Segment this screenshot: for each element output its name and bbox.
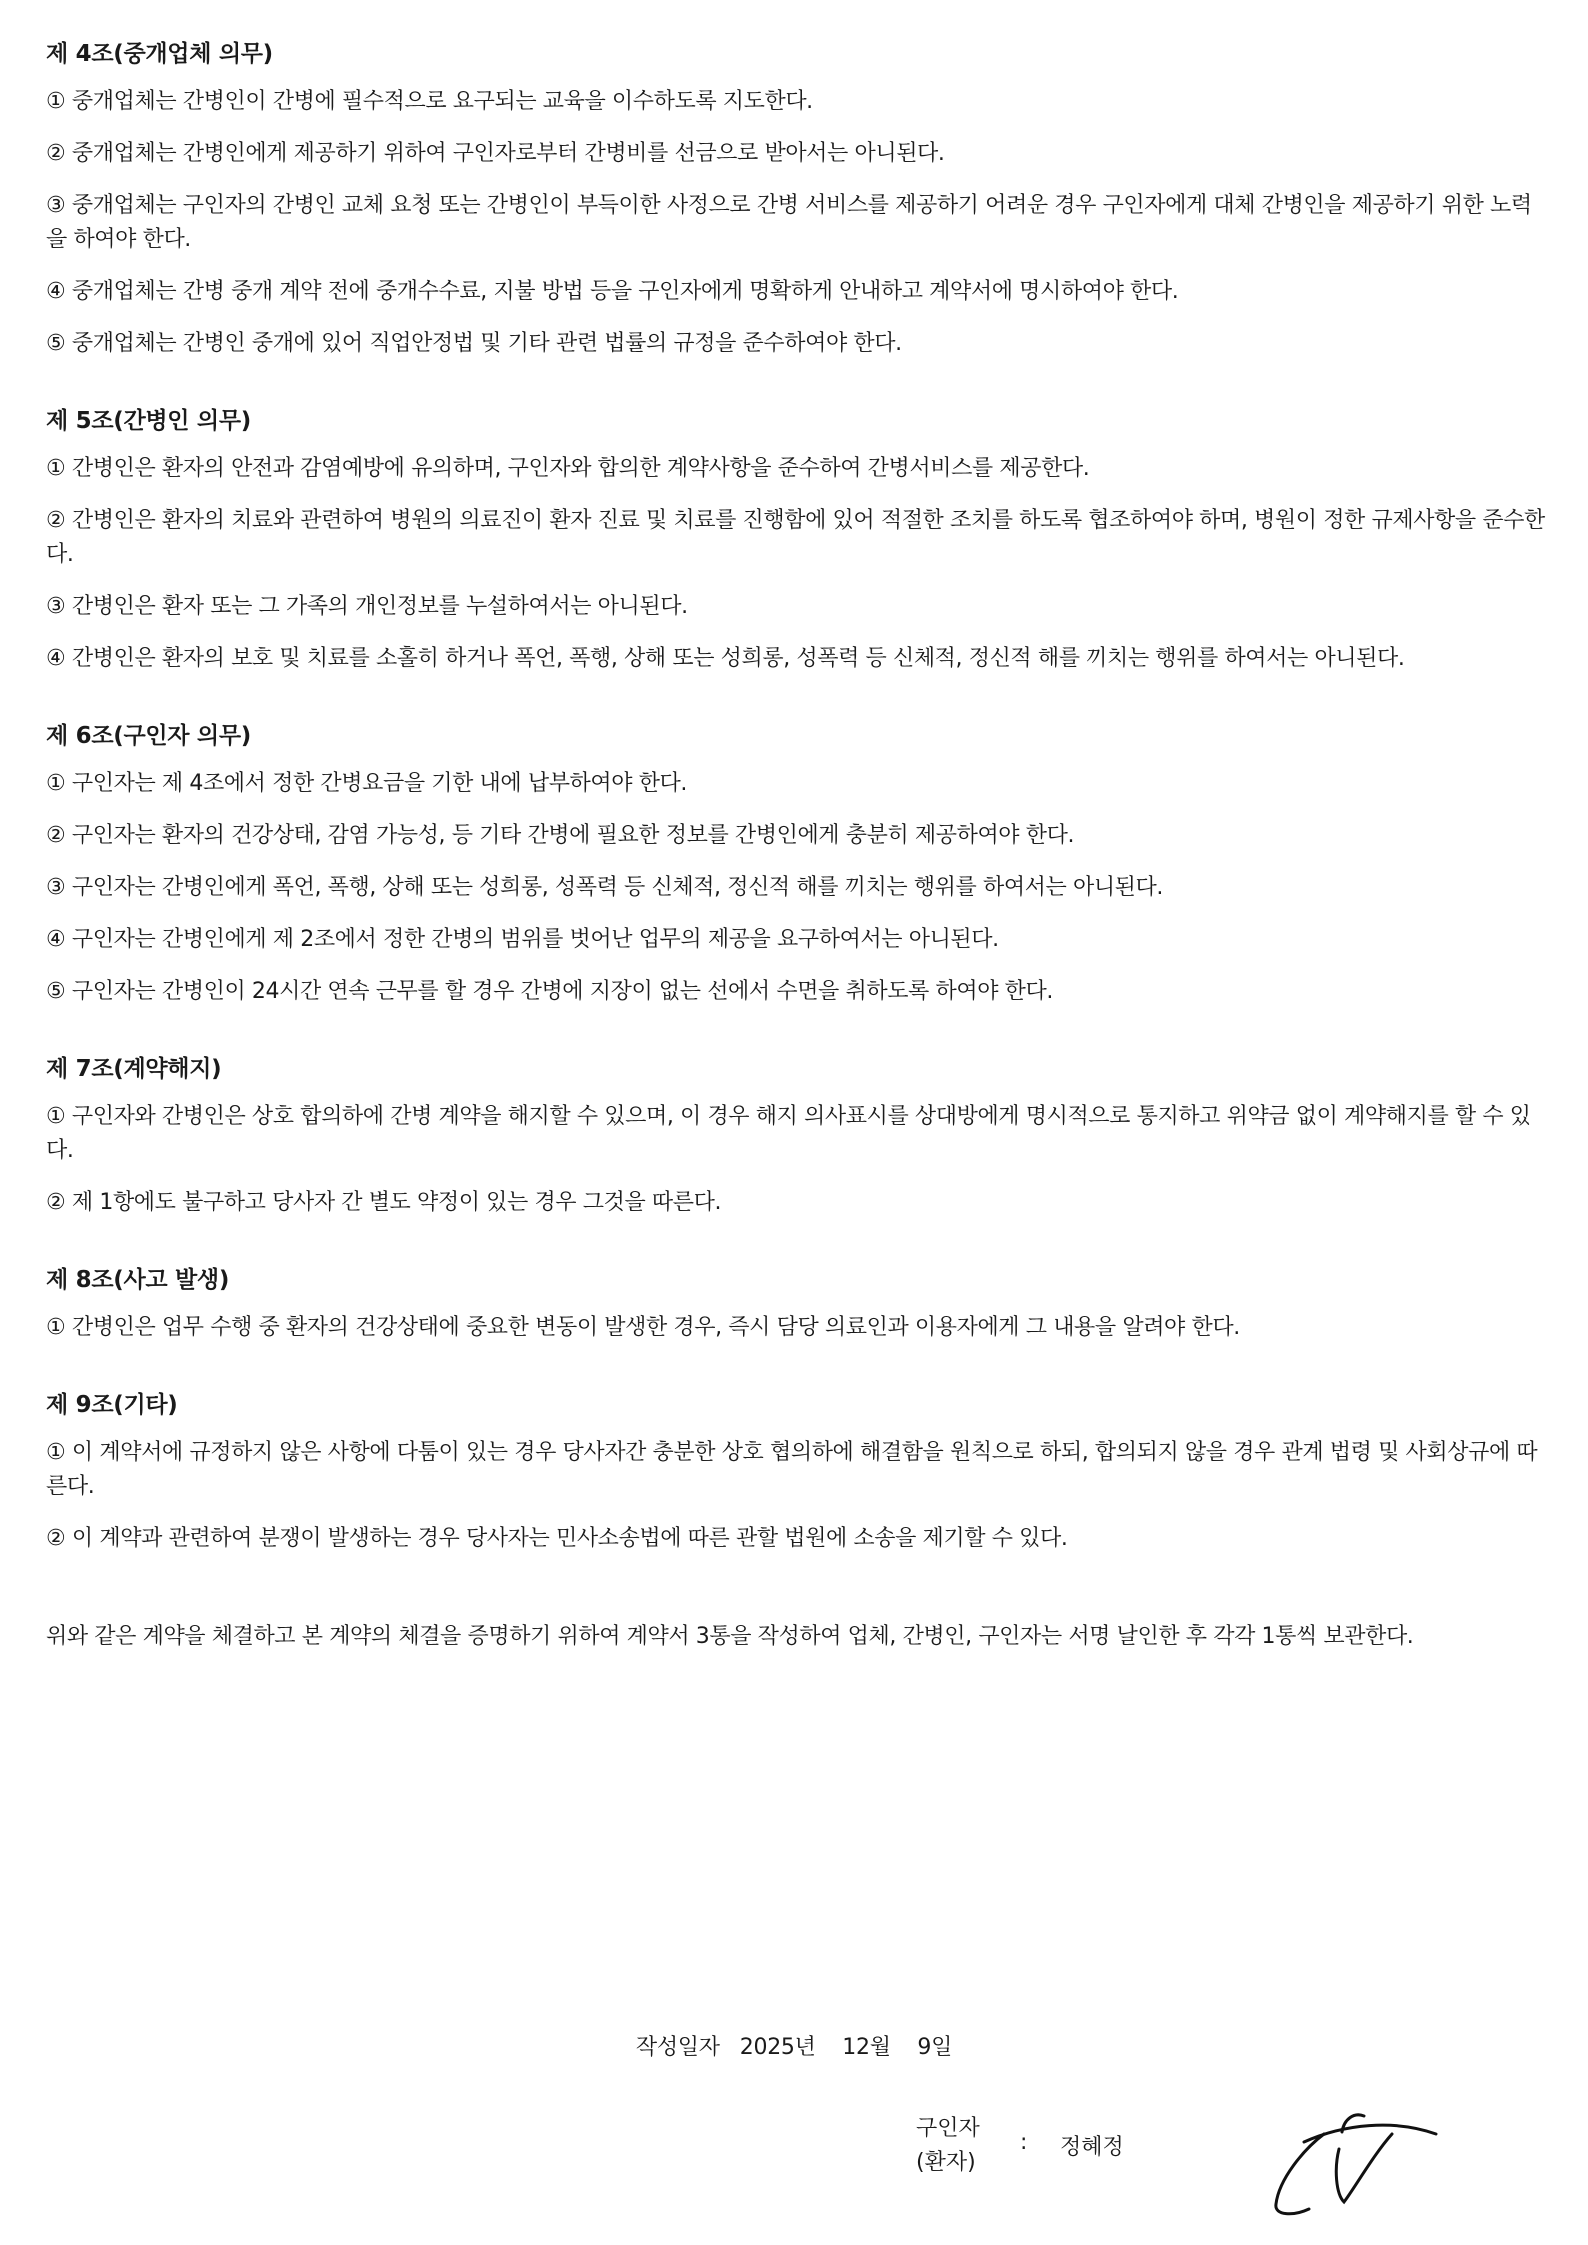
handwritten-signature bbox=[1264, 2094, 1474, 2224]
article-section bbox=[46, 405, 1546, 676]
article-section bbox=[46, 1389, 1546, 1556]
article-clause: ① 간병인은 업무 수행 중 환자의 건강상태에 중요한 변동이 발생한 경우, 즉시 담당 의료인과 이용자에게 그 내용을 알려야 한다. bbox=[46, 1315, 1240, 1340]
article-clause: ① 구인자는 제 4조에서 정한 간병요금을 기한 내에 납부하여야 한다. bbox=[46, 771, 688, 796]
date-line: 작성일자 2025년 12월 9일 bbox=[635, 2035, 953, 2060]
article-clause: ③ 간병인은 환자 또는 그 가족의 개인정보를 누설하여서는 아니된다. bbox=[46, 594, 688, 619]
article-clause: ① 이 계약서에 규정하지 않은 사항에 다툼이 있는 경우 당사자간 충분한 상호 협의하에 해결함을 원칙으로 하되, 합의되지 않을 경우 관계 법령 및 사회상규에 따른다. bbox=[46, 1440, 1538, 1499]
article-title: 제 6조(구인자 의무) bbox=[46, 723, 251, 749]
article-clause: ③ 구인자는 간병인에게 폭언, 폭행, 상해 또는 성희롱, 성폭력 등 신체적, 정신적 해를 끼치는 행위를 하여서는 아니된다. bbox=[46, 875, 1163, 900]
article-section bbox=[46, 38, 1546, 361]
article-list bbox=[46, 38, 1546, 1556]
article-clause: ⑤ 중개업체는 간병인 중개에 있어 직업안정법 및 기타 관련 법률의 규정을 준수하여야 한다. bbox=[46, 331, 902, 356]
article-clause: ② 제 1항에도 불구하고 당사자 간 별도 약정이 있는 경우 그것을 따른다. bbox=[46, 1190, 722, 1215]
article-clause: ① 중개업체는 간병인이 간병에 필수적으로 요구되는 교육을 이수하도록 지도한다. bbox=[46, 89, 813, 114]
signer-role bbox=[916, 2112, 980, 2180]
article-clause: ② 중개업체는 간병인에게 제공하기 위하여 구인자로부터 간병비를 선금으로 받아서는 아니된다. bbox=[46, 141, 945, 166]
article-clause: ④ 중개업체는 간병 중개 계약 전에 중개수수료, 지불 방법 등을 구인자에게 명확하게 안내하고 계약서에 명시하여야 한다. bbox=[46, 279, 1179, 304]
contract-body bbox=[46, 38, 1546, 1676]
article-clause: ③ 중개업체는 구인자의 간병인 교체 요청 또는 간병인이 부득이한 사정으로 간병 서비스를 제공하기 어려운 경우 구인자에게 대체 간병인을 제공하기 위한 노력을 하여야 한다. bbox=[46, 193, 1532, 252]
article-clause: ② 구인자는 환자의 건강상태, 감염 가능성, 등 기타 간병에 필요한 정보를 간병인에게 충분히 제공하여야 한다. bbox=[46, 823, 1075, 848]
article-section bbox=[46, 1264, 1546, 1345]
article-clause: ⑤ 구인자는 간병인이 24시간 연속 근무를 할 경우 간병에 지장이 없는 선에서 수면을 취하도록 하여야 한다. bbox=[46, 979, 1053, 1004]
article-clause: ② 간병인은 환자의 치료와 관련하여 병원의 의료진이 환자 진료 및 치료를 진행함에 있어 적절한 조치를 하도록 협조하여야 하며, 병원이 정한 규제사항을 준수한다. bbox=[46, 508, 1545, 567]
article-section bbox=[46, 1053, 1546, 1220]
signer-name: 정혜정 bbox=[1060, 2135, 1124, 2160]
closing-statement: 위와 같은 계약을 체결하고 본 계약의 체결을 증명하기 위하여 계약서 3통을 작성하여 업체, 간병인, 구인자는 서명 날인한 후 각각 1통씩 보관한다. bbox=[46, 1624, 1414, 1649]
article-clause: ① 간병인은 환자의 안전과 감염예방에 유의하며, 구인자와 합의한 계약사항을 준수하여 간병서비스를 제공한다. bbox=[46, 456, 1090, 481]
article-clause: ① 구인자와 간병인은 상호 합의하에 간병 계약을 해지할 수 있으며, 이 경우 해지 의사표시를 상대방에게 명시적으로 통지하고 위약금 없이 계약해지를 할 수 있다. bbox=[46, 1104, 1531, 1163]
article-clause: ② 이 계약과 관련하여 분쟁이 발생하는 경우 당사자는 민사소송법에 따른 관할 법원에 소송을 제기할 수 있다. bbox=[46, 1526, 1068, 1551]
signer-role-line1: 구인자 bbox=[916, 2116, 980, 2141]
article-title: 제 8조(사고 발생) bbox=[46, 1267, 230, 1293]
article-section bbox=[46, 720, 1546, 1009]
article-title: 제 4조(중개업체 의무) bbox=[46, 41, 273, 67]
article-title: 제 5조(간병인 의무) bbox=[46, 408, 251, 434]
article-title: 제 7조(계약해지) bbox=[46, 1056, 222, 1082]
article-title: 제 9조(기타) bbox=[46, 1392, 178, 1418]
article-clause: ④ 간병인은 환자의 보호 및 치료를 소홀히 하거나 폭언, 폭행, 상해 또는 성희롱, 성폭력 등 신체적, 정신적 해를 끼치는 행위를 하여서는 아니된다. bbox=[46, 646, 1405, 671]
signer-role-line2: (환자) bbox=[916, 2150, 976, 2175]
signer-colon: : bbox=[1020, 2130, 1028, 2155]
signature-block bbox=[916, 2112, 1476, 2222]
article-clause: ④ 구인자는 간병인에게 제 2조에서 정한 간병의 범위를 벗어난 업무의 제공을 요구하여서는 아니된다. bbox=[46, 927, 999, 952]
